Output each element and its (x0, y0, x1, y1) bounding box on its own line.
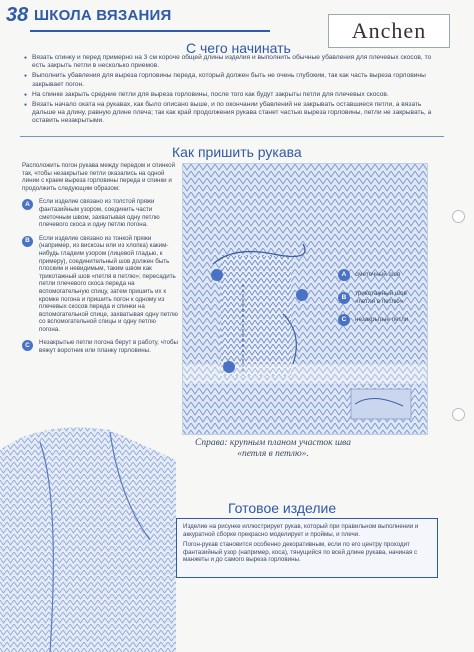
sew-item-b (22, 235, 178, 334)
legend-item-a (338, 268, 428, 281)
sew-item-c (22, 339, 178, 354)
heading-start: С чего начинать (186, 40, 291, 56)
start-bullet: ● Выполнить убавления для выреза горловины переда, который должен быть не очень глубоким, так как часть выреза горловины закрывает погон. (24, 72, 444, 88)
section-divider (20, 136, 444, 137)
sew-item-text: Если изделие связано из тонкой пряжи (например, из вискозы или из хлопка) каким-нибудь гладким узором (лицевой гладью, к примеру), соединительный шов должен быть плоским и невидимым, таким швом как трикотажный шов «петля в петлю»; пересадить петли плечевого скоса переда на вспомогательную спицу, затем пришить их к кромке погона и пришить погон к одному из плечевых скосов переда и спинки на вспомогательной спице, захватывая одну петлю со вспомогательной спицы и одну петлю погона. (39, 234, 178, 333)
finished-paragraph: Изделие на рисунке иллюстрирует рукав, который при правильном выполнении и аккуратной сборке прекрасно моделирует и проймы, и плечи. (183, 523, 419, 538)
sew-text-column (22, 162, 178, 361)
header-rule (30, 30, 270, 32)
sweater-illustration (0, 420, 176, 652)
signature-badge: Anchen (328, 14, 450, 48)
legend-text: незакрытые петли (355, 315, 409, 323)
legend-item-c (338, 313, 428, 326)
label-c-icon: C (22, 340, 33, 351)
sweater-drawing (0, 420, 176, 652)
legend-c-icon: C (338, 314, 350, 326)
heading-finished: Готовое изделие (228, 500, 337, 516)
figure-caption: Справа: крупным планом участок шва «петля в петлю». (195, 438, 351, 459)
sew-item-a (22, 198, 178, 228)
binder-hole (452, 408, 465, 421)
label-b-icon: B (22, 236, 33, 247)
page-number: 38 (6, 4, 29, 26)
start-bullet: ● Вязать начало оката на рукавах, как было описано выше, и по окончании убавлений не закрывать оставшиеся петли, а вязать дальше на длину, равную длине плеча; так как край продолжения рукава станет частью выреза горловины, петли не закрывать, а оставить незакрытыми. (24, 101, 444, 126)
heading-sew: Как пришить рукава (172, 144, 302, 160)
label-a-icon: A (22, 199, 33, 210)
magazine-section-title: ШКОЛА ВЯЗАНИЯ (34, 7, 172, 24)
sew-item-text: Незакрытые петли погона берут в работу, чтобы вяжут воротник или планку горловины. (39, 339, 178, 355)
start-bullet: ● На спинке закрыть средние петли для выреза горловины, после того как будут закрыты петли для плечевых скосов. (24, 91, 444, 99)
sew-intro: Расположить погон рукава между передом и спинкой так, чтобы незакрытые петли оказались на одной линии с краем выреза горловины переда и спинки и продолжить следующим образом: (22, 162, 176, 192)
legend-item-b (338, 290, 428, 305)
legend-text: трикотажный шов «петля в петлю» (355, 290, 407, 305)
finished-text-box (176, 518, 438, 578)
finished-paragraph: Погон-рукав становится особенно декоративным, если по его центру проходит фантазийный узор (например, коса), тянущийся по всей длине рукава, начиная с манжеты и до самого выреза горловины. (183, 541, 418, 564)
legend-text: сметочный шов (355, 270, 401, 278)
binder-hole (452, 210, 465, 223)
sew-item-text: Если изделие связано из толстой пряжи фантазийным узором, соединить части сметочным швом, захватывая одну петлю плечевого скоса и одну петлю погона. (39, 198, 160, 229)
legend-b-icon: B (338, 292, 350, 304)
start-bullet-list (24, 54, 444, 128)
legend-a-icon: A (338, 269, 350, 281)
start-bullet: ● Вязать спинку и перед примерно на 3 см короче общей длины изделия и выполнить обычные убавления для плечевых скосов, то есть закрыть петли в несколько приемов. (24, 54, 444, 70)
